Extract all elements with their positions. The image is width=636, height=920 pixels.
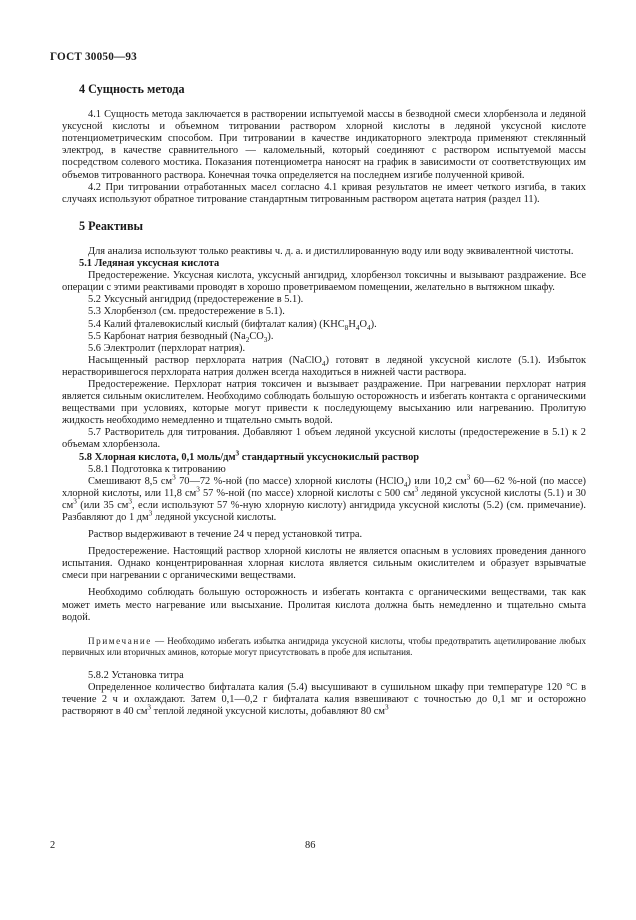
standard-header: ГОСТ 30050—93 bbox=[50, 51, 137, 63]
subsection-5-8-2-title: 5.8.2 Установка титра bbox=[88, 669, 184, 681]
paragraph-5-8-1-warning: Предостережение. Настоящий раствор хлорной кислоты не является опасным в условиях проведения данного испытания. Однако концентрированная хлорная кислота является сильным окислителем и образует взрывчатые смеси при нагревании с органическими веществами. bbox=[62, 546, 586, 582]
paragraph-5-8-1-mix: Смешивают 8,5 $см^3$ 70—72 %-ной (по массе) хлорной кислоты (HClO$_4$) или 10,2 $см^3$ 60—62 %-ной (по массе) хлорной кислоты, или 11,8 $см^3$ 57 %-ной (по массе) хлорной кислоты с 500 $см^3$ ледяной уксусной кислоты (5.1) и 30 $см^3$ (или 35 $см^3$, если используют 57 %-ную хлорную кислоту) ангидрида уксусной кислоты (5.2) (см. примечание). Разбавляют до 1 $дм^3$ ледяной уксусной кислоты. bbox=[62, 473, 587, 523]
paragraph-5-8-2: Определенное количество бифталата калия (5.4) высушивают в сушильном шкафу при температуре 120 °С в течение 2 ч и охлаждают. Затем 0,1—0,2 г бифталата калия взвешивают с точностью до 0,1 мг и осторожно растворяют в 40 $см^3$ теплой ледяной уксусной кислоты, добавляют 80 $см^3$ bbox=[62, 681, 586, 718]
subsection-5-8-1-title: 5.8.1 Подготовка к титрованию bbox=[88, 463, 226, 475]
page-number-left: 2 bbox=[50, 840, 56, 851]
item-5-6: 5.6 Электролит (перхлорат натрия). bbox=[88, 342, 246, 354]
item-5-4: 5.4 Калий фталевокислый кислый (бифталат калия) $(KHC_8H_4O_4)$. bbox=[88, 318, 377, 332]
item-5-7: 5.7 Растворитель для титрования. Добавляют 1 объем ледяной уксусной кислоты (предостережение в 5.1) к 2 объемам хлорбензола. bbox=[62, 427, 586, 451]
paragraph-5-8-1-caution: Необходимо соблюдать большую осторожность и избегать контакта с органическими веществами, так как может иметь место нагревание или высыхание. Пролитая кислота должна быть немедленно и тщательно смыта водой. bbox=[62, 587, 586, 623]
subsection-5-8-title: 5.8 Хлорная кислота, 0,1 моль/$дм^3$ стандартный уксуснокислый раствор bbox=[79, 449, 420, 463]
item-5-3: 5.3 Хлорбензол (см. предостережение в 5.1). bbox=[88, 306, 285, 318]
item-5-2: 5.2 Уксусный ангидрид (предостережение в 5.1). bbox=[88, 294, 304, 306]
paragraph-4-1: 4.1 Сущность метода заключается в растворении испытуемой массы в безводной смеси хлорбензола и ледяной уксусной кислоты и объемном титровании раствором хлорной кислоты в ледяной уксусной кислоте потенциометрическим способом. При титровании в качестве индикаторного электрода применяют стеклянный электрод, в качестве сравнительного — каломельный, который соединяют с раствором испытуемой массы посредством солевого мостика. Показания потенциометра наносят на график в зависимости от соответствующих им объемов титрованного раствора. Конечная точка определяется на последнем изгибе полученной кривой. bbox=[62, 109, 586, 181]
section-4-heading: 4 Сущность метода bbox=[79, 82, 185, 96]
paragraph-5-1-warning: Предостережение. Уксусная кислота, уксусный ангидрид, хлорбензол токсичны и вызывают раздражение. Все операции с этими реактивами проводят в хорошо проветриваемом помещении, желательно в вытяжном шкафу. bbox=[62, 270, 586, 294]
paragraph-5-6-text: Насыщенный раствор перхлората натрия (NaClO$_4$) готовят в ледяной уксусной кислоте (5.1). Избыток нерастворившегося перхлората натрия должен всегда находиться в нижней части раствора. bbox=[62, 354, 586, 378]
paragraph-5-intro: Для анализа используют только реактивы ч. д. а. и дистиллированную воду или воду эквивалентной чистоты. bbox=[88, 245, 574, 257]
document-body bbox=[62, 83, 586, 718]
note: Примечание — Необходимо избегать избытка ангидрида уксусной кислоты, чтобы предотвратить ацетилирование любых первичных или вторичных аминов, которые могут присутствовать в пробе для испытания. bbox=[62, 635, 586, 657]
item-5-5: 5.5 Карбонат натрия безводный $(Na_2CO_3)$. bbox=[88, 330, 274, 344]
paragraph-4-2: 4.2 При титровании отработанных масел согласно 4.1 кривая результатов не имеет четкого изгиба, в таких случаях используют обратное титрование стандартным титрованным раствором ацетата натрия (раздел 11). bbox=[62, 181, 586, 205]
subsection-5-1-title: 5.1 Ледяная уксусная кислота bbox=[79, 258, 220, 270]
paragraph-5-8-1-hold: Раствор выдерживают в течение 24 ч перед установкой титра. bbox=[88, 529, 363, 541]
page-number-center: 86 bbox=[305, 840, 316, 851]
section-5-heading: 5 Реактивы bbox=[79, 218, 144, 233]
paragraph-5-6-warning: Предостережение. Перхлорат натрия токсичен и вызывает раздражение. При нагревании перхлорат натрия является сильным окислителем. Необходимо соблюдать большую осторожность и избегать контакта с органическими веществами при условиях, которые могут привести к последующему высыханию или нагреванию. Пролитую жидкость необходимо немедленно и тщательно смыть водой. bbox=[62, 378, 586, 427]
note-label: Примечание bbox=[88, 635, 152, 646]
